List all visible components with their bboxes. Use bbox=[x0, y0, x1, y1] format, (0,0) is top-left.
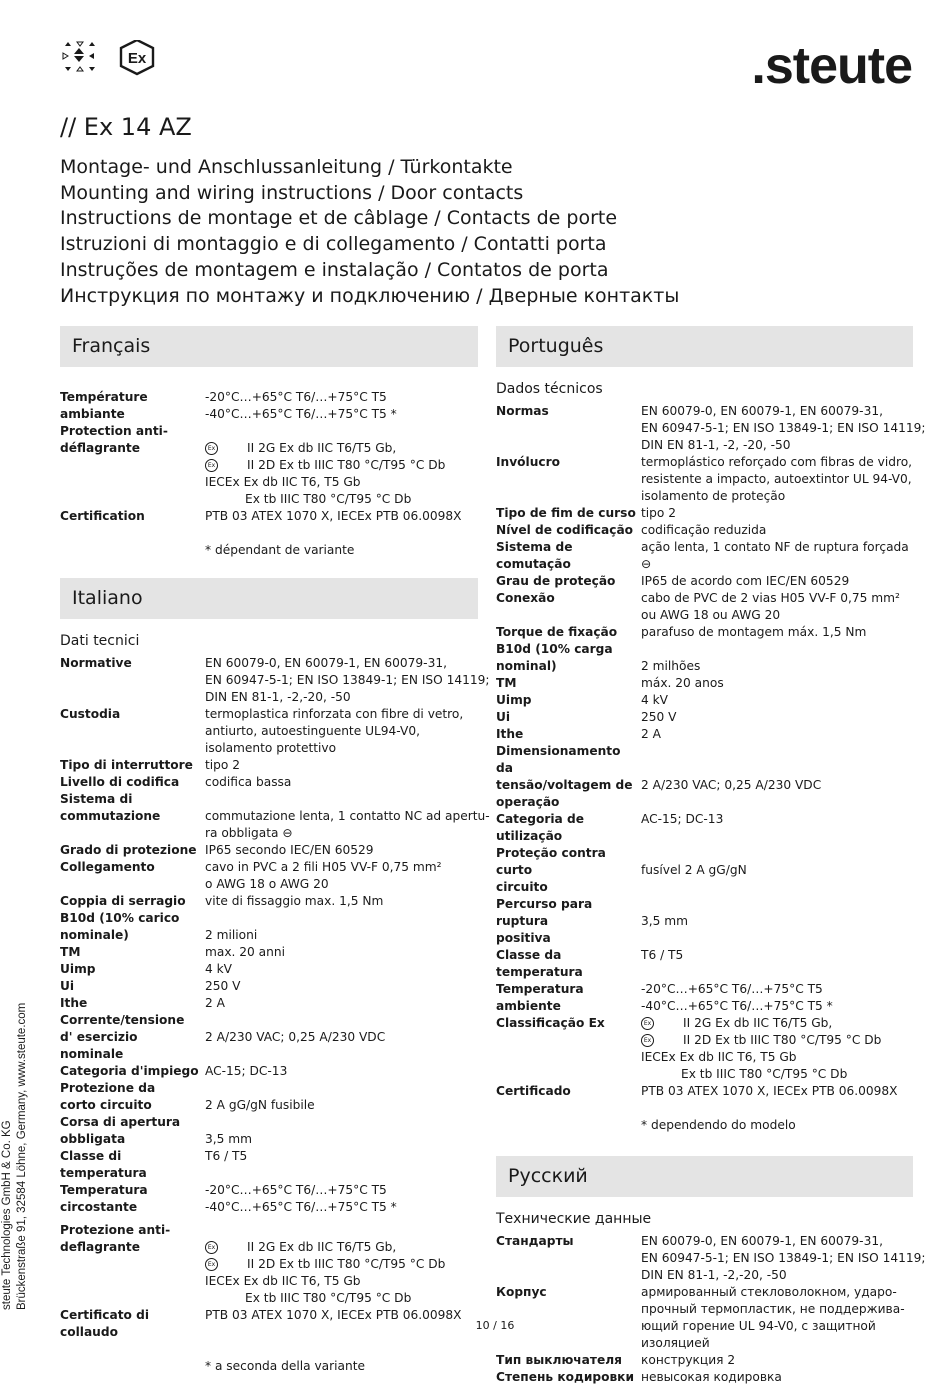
spec-row: Nível de codificação codificação reduzida bbox=[496, 523, 767, 537]
italiano-specs bbox=[60, 655, 490, 1375]
footnote: * dépendant de variante bbox=[205, 543, 355, 557]
portugues-specs bbox=[496, 403, 926, 1134]
subheading: Технические данные bbox=[496, 1211, 652, 1227]
spec-row: Corsa di apertura obbligata 3,5 mm bbox=[60, 1115, 253, 1146]
spec-row: Dimensionamento da tensão/voltagem de operação 2 A/230 VAC; 0,25 A/230 VDC bbox=[496, 744, 822, 809]
spec-row: Grau de proteção IP65 de acordo com IEC/EN 60529 bbox=[496, 574, 850, 588]
ex-mark-icon: Ex bbox=[205, 442, 218, 455]
spec-row: Classe da temperatura T6 / T5 bbox=[496, 948, 684, 979]
spec-row: Tipo de fim de curso tipo 2 bbox=[496, 506, 676, 520]
document-subtitles bbox=[60, 155, 679, 309]
company-address-sidebar: steute Technologies GmbH & Co. KG Brückenstraße 91, 32584 Löhne, Germany, www.steute.com bbox=[1, 1002, 28, 1310]
ex-mark-icon: Ex bbox=[205, 1258, 218, 1271]
spec-row: Categoria d'impiego AC-15; DC-13 bbox=[60, 1064, 288, 1078]
section-heading-italiano: Italiano bbox=[60, 578, 478, 619]
explosion-warning-icon bbox=[60, 40, 160, 80]
spec-row: B10d (10% carga nominal) 2 milhões bbox=[496, 642, 701, 673]
francais-specs bbox=[60, 389, 478, 559]
spec-row: Percurso para ruptura positiva 3,5 mm bbox=[496, 897, 689, 945]
spec-row: Classe di temperatura T6 / T5 bbox=[60, 1149, 248, 1180]
subtitle-ru: Инструкция по монтажу и подключению / Дверные контакты bbox=[60, 284, 680, 307]
spec-row: Степень кодировки невысокая кодировка bbox=[496, 1370, 782, 1384]
spec-row: Protection anti- déflagrante Ex II 2G Ex db IIC T6/T5 Gb, Ex II 2D Ex tb IIIC T80 °C/T95 °C Db IECEx Ex db IIC T6, T5 Gb Ex tb IIIC T80 °C/T95 °C Db bbox=[60, 424, 446, 506]
spec-row: Proteção contra curto circuito fusível 2 A gG/gN bbox=[496, 846, 747, 894]
subtitle-en: Mounting and wiring instructions / Door contacts bbox=[60, 181, 524, 204]
brand-logo: .steute bbox=[751, 37, 912, 95]
spec-row: Custodia termoplastica rinforzata con fibre di vetro, antiurto, autoestinguente UL94-V0, isolamento protettivo bbox=[60, 707, 464, 755]
spec-row: Certification PTB 03 ATEX 1070 X, IECEx PTB 06.0098X bbox=[60, 509, 462, 523]
right-column bbox=[496, 326, 926, 1386]
spec-row: Tipo di interruttore tipo 2 bbox=[60, 758, 240, 772]
spec-row: Torque de fixação parafuso de montagem máx. 1,5 Nm bbox=[496, 625, 867, 639]
subheading: Dati tecnici bbox=[60, 633, 140, 649]
ex-mark-icon: Ex bbox=[641, 1017, 654, 1030]
page-number: 10 / 16 bbox=[475, 1319, 515, 1332]
spec-row: Ithe 2 A bbox=[60, 996, 225, 1010]
spec-row: Ui 250 V bbox=[496, 710, 677, 724]
spec-row: Ui 250 V bbox=[60, 979, 241, 993]
spec-row: TM máx. 20 anos bbox=[496, 676, 724, 690]
subtitle-de: Montage- und Anschlussanleitung / Türkontakte bbox=[60, 156, 513, 178]
spec-row: Protezione da corto circuito 2 A gG/gN fusibile bbox=[60, 1081, 315, 1112]
spec-row: Livello di codifica codifica bassa bbox=[60, 775, 292, 789]
spec-row: Тип выключателя конструкция 2 bbox=[496, 1353, 736, 1367]
spec-row: Certificato di collaudo PTB 03 ATEX 1070 X, IECEx PTB 06.0098X bbox=[60, 1308, 462, 1339]
left-column bbox=[60, 326, 490, 1375]
spec-row: Стандарты EN 60079-0, EN 60079-1, EN 60079-31, EN 60947-5-1; EN ISO 13849-1; EN ISO 14119; DIN EN 81-1, -2,-20, -50 bbox=[496, 1234, 926, 1282]
spec-row: Корпус армированный стекловолокном, ударо- прочный термопластик, не поддержива- ющий горение UL 94-V0, с защитной изоляцией bbox=[496, 1285, 905, 1350]
spec-row: Sistema de comutação ação lenta, 1 contato NF de ruptura forçada ⊖ bbox=[496, 540, 909, 571]
spec-row: Temperatura circostante -20°C…+65°C T6/…+75°C T5 -40°C…+65°C T6/…+75°C T5 * bbox=[60, 1183, 397, 1214]
spec-row: Coppia di serragio vite di fissaggio max. 1,5 Nm bbox=[60, 894, 384, 908]
spec-row: Grado di protezione IP65 secondo IEC/EN 60529 bbox=[60, 843, 374, 857]
spec-row: Temperatura ambiente -20°C…+65°C T6/…+75°C T5 -40°C…+65°C T6/…+75°C T5 * bbox=[496, 982, 833, 1013]
spec-row: Ithe 2 A bbox=[496, 727, 661, 741]
russkiy-specs bbox=[496, 1233, 926, 1386]
footnote: * a seconda della variante bbox=[205, 1359, 366, 1373]
svg-text:Ex: Ex bbox=[127, 50, 147, 67]
spec-row: Uimp 4 kV bbox=[60, 962, 233, 976]
spec-row: Protezione anti- deflagrante Ex II 2G Ex db IIC T6/T5 Gb, Ex II 2D Ex tb IIIC T80 °C/T95 °C Db IECEx Ex db IIC T6, T5 Gb Ex tb IIIC T80 °C/T95 °C Db bbox=[60, 1223, 446, 1305]
subtitle-it: Istruzioni di montaggio e di collegamento / Contatti porta bbox=[60, 233, 607, 256]
ex-mark-icon: Ex bbox=[205, 1241, 218, 1254]
spec-row: Categoria de utilização AC-15; DC-13 bbox=[496, 812, 724, 843]
spec-row: Uimp 4 kV bbox=[496, 693, 669, 707]
subtitle-fr: Instructions de montage et de câblage / Contacts de porte bbox=[60, 207, 618, 230]
spec-row: B10d (10% carico nominale) 2 milioni bbox=[60, 911, 258, 942]
spec-row: Conexão cabo de PVC de 2 vias H05 VV-F 0,75 mm² ou AWG 18 ou AWG 20 bbox=[496, 591, 900, 622]
spec-row: Certificado PTB 03 ATEX 1070 X, IECEx PTB 06.0098X bbox=[496, 1084, 898, 1098]
spec-row: Sistema di commutazione commutazione lenta, 1 contatto NC ad apertu- ra obbligata ⊖ bbox=[60, 792, 490, 840]
spec-row: Corrente/tensione d' esercizio nominale 2 A/230 VAC; 0,25 A/230 VDC bbox=[60, 1013, 386, 1061]
section-heading-russkiy: Русский bbox=[496, 1156, 913, 1197]
spec-row: Température ambiante -20°C…+65°C T6/…+75°C T5 -40°C…+65°C T6/…+75°C T5 * bbox=[60, 390, 397, 421]
spec-row: Collegamento cavo in PVC a 2 fili H05 VV-F 0,75 mm² o AWG 18 o AWG 20 bbox=[60, 860, 442, 891]
subheading: Dados técnicos bbox=[496, 381, 603, 397]
spec-row: Normas EN 60079-0, EN 60079-1, EN 60079-31, EN 60947-5-1; EN ISO 13849-1; EN ISO 14119; DIN EN 81-1, -2, -20, -50 bbox=[496, 404, 926, 452]
section-heading-portugues: Português bbox=[496, 326, 913, 367]
ex-mark-icon: Ex bbox=[641, 1034, 654, 1047]
spec-row: TM max. 20 anni bbox=[60, 945, 285, 959]
ex-mark-icon: Ex bbox=[205, 459, 218, 472]
footnote: * dependendo do modelo bbox=[641, 1118, 796, 1132]
spec-row: Normative EN 60079-0, EN 60079-1, EN 60079-31, EN 60947-5-1; EN ISO 13849-1; EN ISO 14119; DIN EN 81-1, -2,-20, -50 bbox=[60, 656, 490, 704]
document-title: // Ex 14 AZ bbox=[60, 113, 192, 141]
ex-protection-icon bbox=[121, 40, 153, 74]
section-heading-francais: Français bbox=[60, 326, 478, 367]
subtitle-pt: Instruções de montagem e instalação / Contatos de porta bbox=[60, 258, 609, 281]
spec-row: Classificação Ex Ex II 2G Ex db IIC T6/T5 Gb, Ex II 2D Ex tb IIIC T80 °C/T95 °C Db IECEx Ex db IIC T6, T5 Gb Ex tb IIIC T80 °C/T95 °C Db bbox=[496, 1016, 882, 1081]
spec-row: Invólucro termoplástico reforçado com fibras de vidro, resistente a impacto, autoextintor UL 94-V0, isolamento de proteção bbox=[496, 455, 913, 503]
